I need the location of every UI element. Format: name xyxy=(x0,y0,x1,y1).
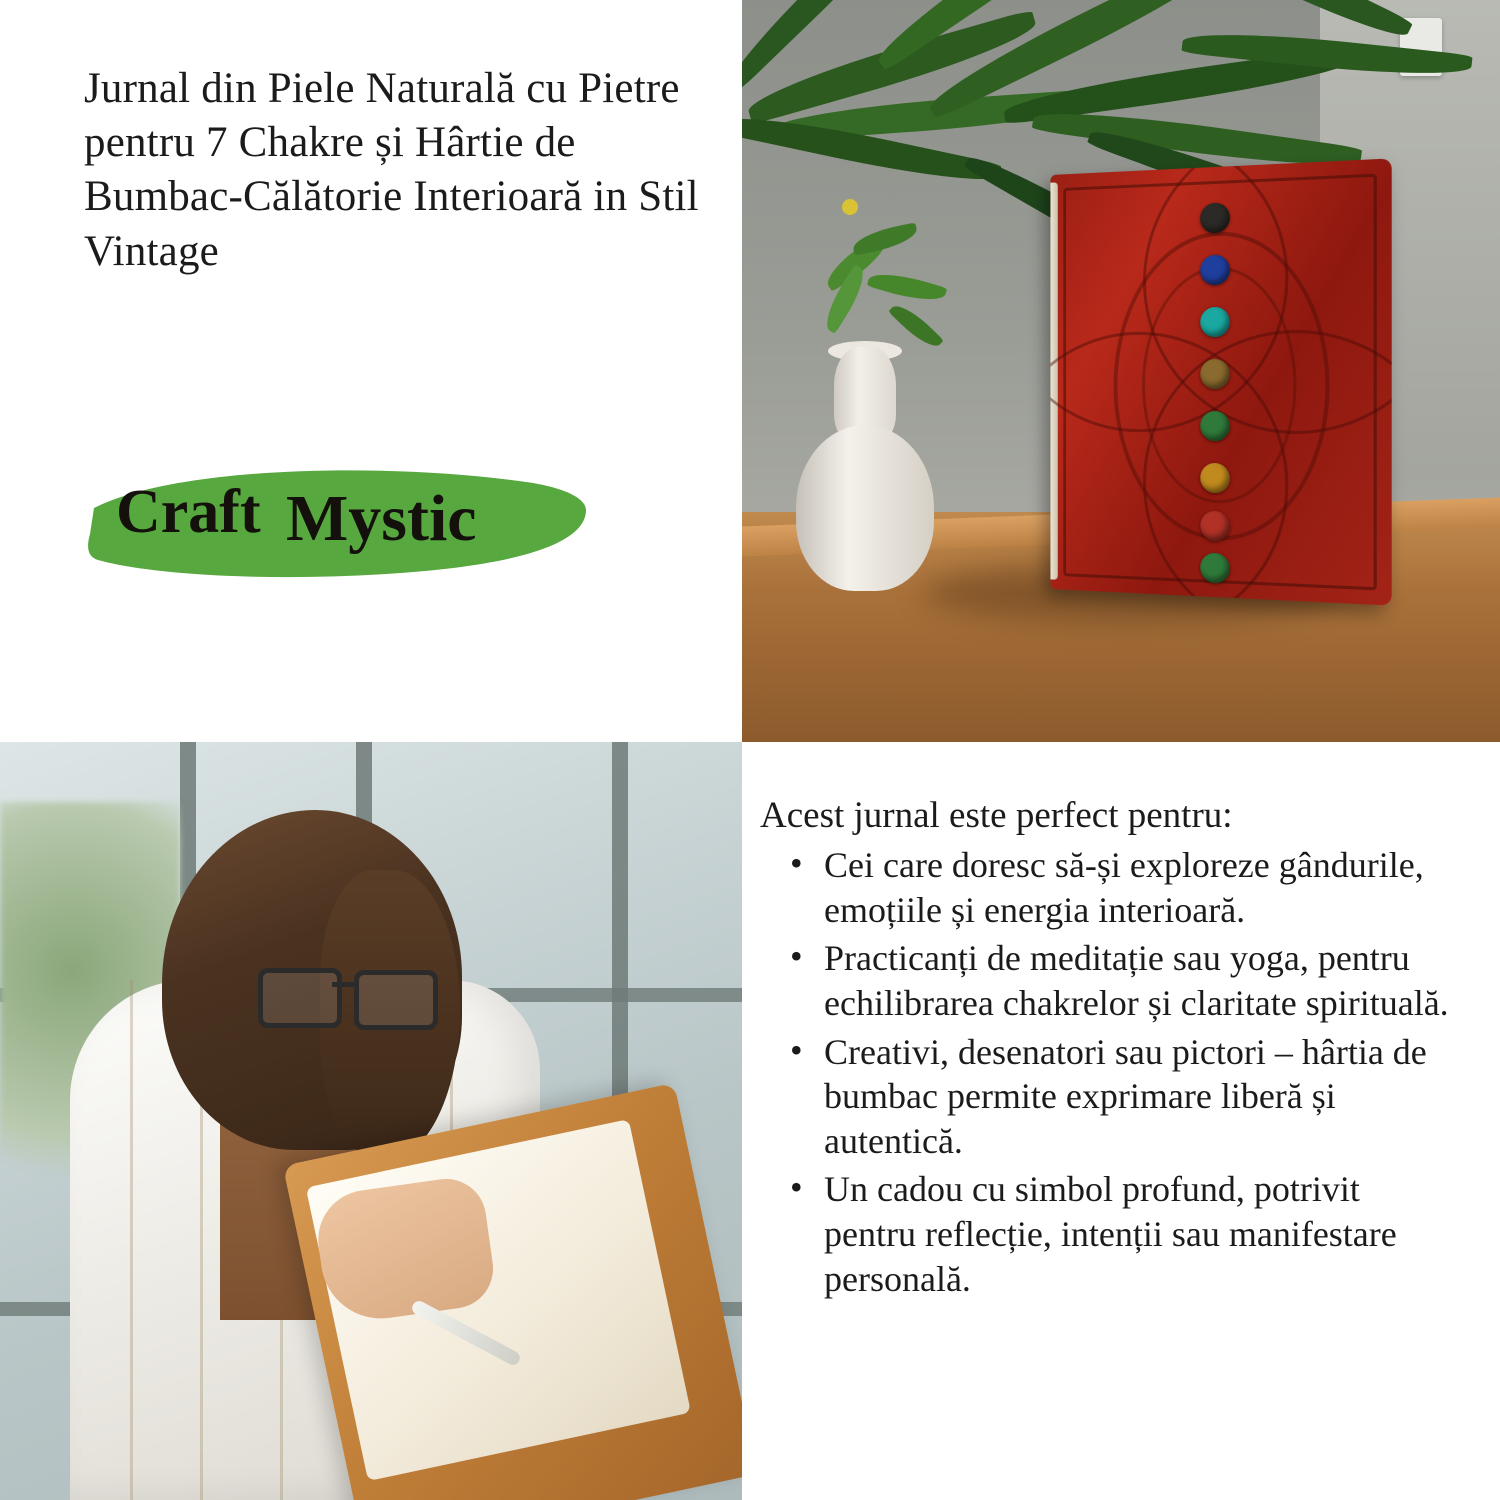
list-item: • Un cadou cu simbol profund, potrivit pentru reflecție, intenții sau manifestare personală. xyxy=(780,1167,1454,1301)
benefits-list xyxy=(750,843,1454,1301)
chakra-stone-6 xyxy=(1200,463,1230,494)
glasses xyxy=(258,968,428,1022)
lifestyle-photo xyxy=(0,742,742,1500)
chakra-stone-5 xyxy=(1200,411,1230,441)
craftmystic-logo-svg xyxy=(86,448,596,608)
list-item: • Practicanți de meditație sau yoga, pentru echilibrarea chakrelor și claritate spirituală. xyxy=(780,936,1454,1025)
title-panel xyxy=(0,0,742,742)
chakra-stone-7 xyxy=(1200,511,1230,542)
list-item: • Creativi, desenatori sau pictori – hârtia de bumbac permite exprimare liberă și autentică. xyxy=(780,1030,1454,1164)
chakra-stone-2 xyxy=(1200,255,1230,286)
page-title: Jurnal din Piele Naturală cu Pietre pentru 7 Chakre și Hârtie de Bumbac-Călătorie Interioară in Stil Vintage xyxy=(84,65,699,275)
leather-journal xyxy=(1050,158,1391,605)
benefits-heading: Acest jurnal este perfect pentru: xyxy=(760,795,1233,836)
ceramic-vase xyxy=(790,347,940,607)
chakra-stone-3 xyxy=(1200,307,1230,337)
product-photo xyxy=(742,0,1500,742)
benefits-panel xyxy=(742,742,1500,1500)
list-item: • Cei care doresc să-și exploreze gândurile, emoțiile și energia interioară. xyxy=(780,843,1454,932)
vase-body xyxy=(796,425,934,591)
logo-text-mystic: Mystic xyxy=(286,482,477,555)
brand-logo xyxy=(86,448,596,608)
logo-text-craft: Craft xyxy=(116,478,261,546)
chakra-stone-4 xyxy=(1200,359,1230,389)
woman-writing xyxy=(70,800,710,1500)
